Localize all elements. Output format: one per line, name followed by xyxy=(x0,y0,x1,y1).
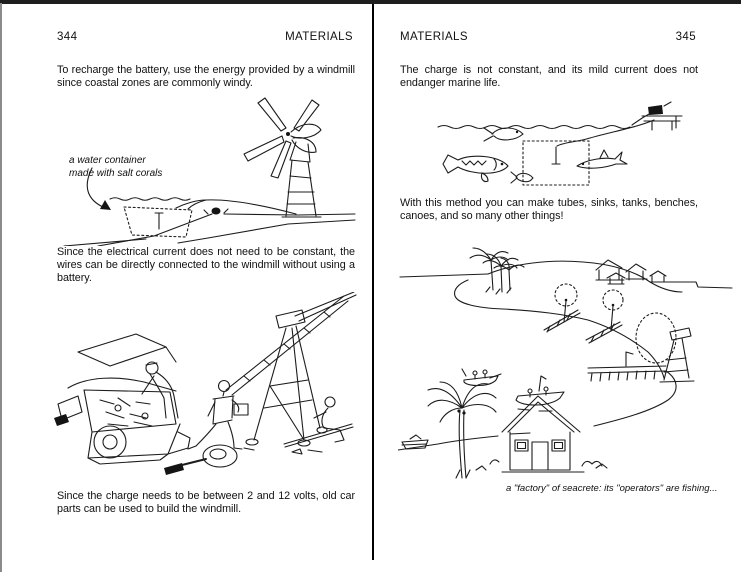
water-surface-sketch xyxy=(438,112,654,129)
window-top-bar xyxy=(0,0,741,4)
factory-caption: a "factory" of seacrete: its "operators" are fishing... xyxy=(506,483,718,494)
underwater-mold-with-fish-illustration xyxy=(430,98,712,193)
small-windmill-1-sketch xyxy=(544,284,580,332)
water-container-label: a water container made with salt corals xyxy=(69,155,163,179)
left-paragraph-1: To recharge the battery, use the energy provided by a windmill since coastal zones are commonly windy. xyxy=(57,64,355,89)
old-car-sketch xyxy=(54,334,190,464)
salt-coral-container-sketch xyxy=(124,207,192,237)
boats-sketch xyxy=(402,369,564,449)
right-paragraph-1: The charge is not constant, and its mild current does not endanger marine life. xyxy=(400,64,698,89)
page-divider xyxy=(372,4,374,560)
pier-sketch xyxy=(588,352,676,426)
right-paragraph-2: With this method you can make tubes, sinks, tanks, benches, canoes, and so many other things! xyxy=(400,197,698,222)
windmill-sketch xyxy=(244,98,321,217)
left-page-header xyxy=(57,31,353,43)
running-head-left: MATERIALS xyxy=(285,31,353,43)
page-number-left: 344 xyxy=(57,31,78,43)
left-edge-border xyxy=(0,3,2,572)
right-page-header xyxy=(400,31,696,43)
mold-and-wire-sketch xyxy=(523,120,654,185)
left-paragraph-3: Since the charge needs to be between 2 and 12 volts, old car parts can be used to build the windmill. xyxy=(57,490,355,515)
hammer-sketch xyxy=(164,459,206,475)
fish-group-sketch xyxy=(443,128,627,183)
ring-part-sketch xyxy=(203,445,237,467)
running-head-right: MATERIALS xyxy=(400,31,468,43)
walking-person-sketch xyxy=(188,381,248,450)
building-windmill-from-car-parts-illustration xyxy=(48,292,360,484)
raft-with-generator-sketch xyxy=(642,102,682,130)
person-at-car-sketch xyxy=(142,362,178,418)
seacrete-factory-landscape-illustration xyxy=(398,240,734,482)
page-number-right: 345 xyxy=(675,31,696,43)
small-windmill-2-sketch xyxy=(586,290,623,343)
house-sketch xyxy=(398,396,607,472)
horizon-and-coast-sketch xyxy=(400,261,732,378)
left-paragraph-2: Since the electrical current does not need to be constant, the wires can be directly connected to the windmill without using a battery. xyxy=(57,246,355,284)
tall-palm-sketch xyxy=(428,382,496,478)
